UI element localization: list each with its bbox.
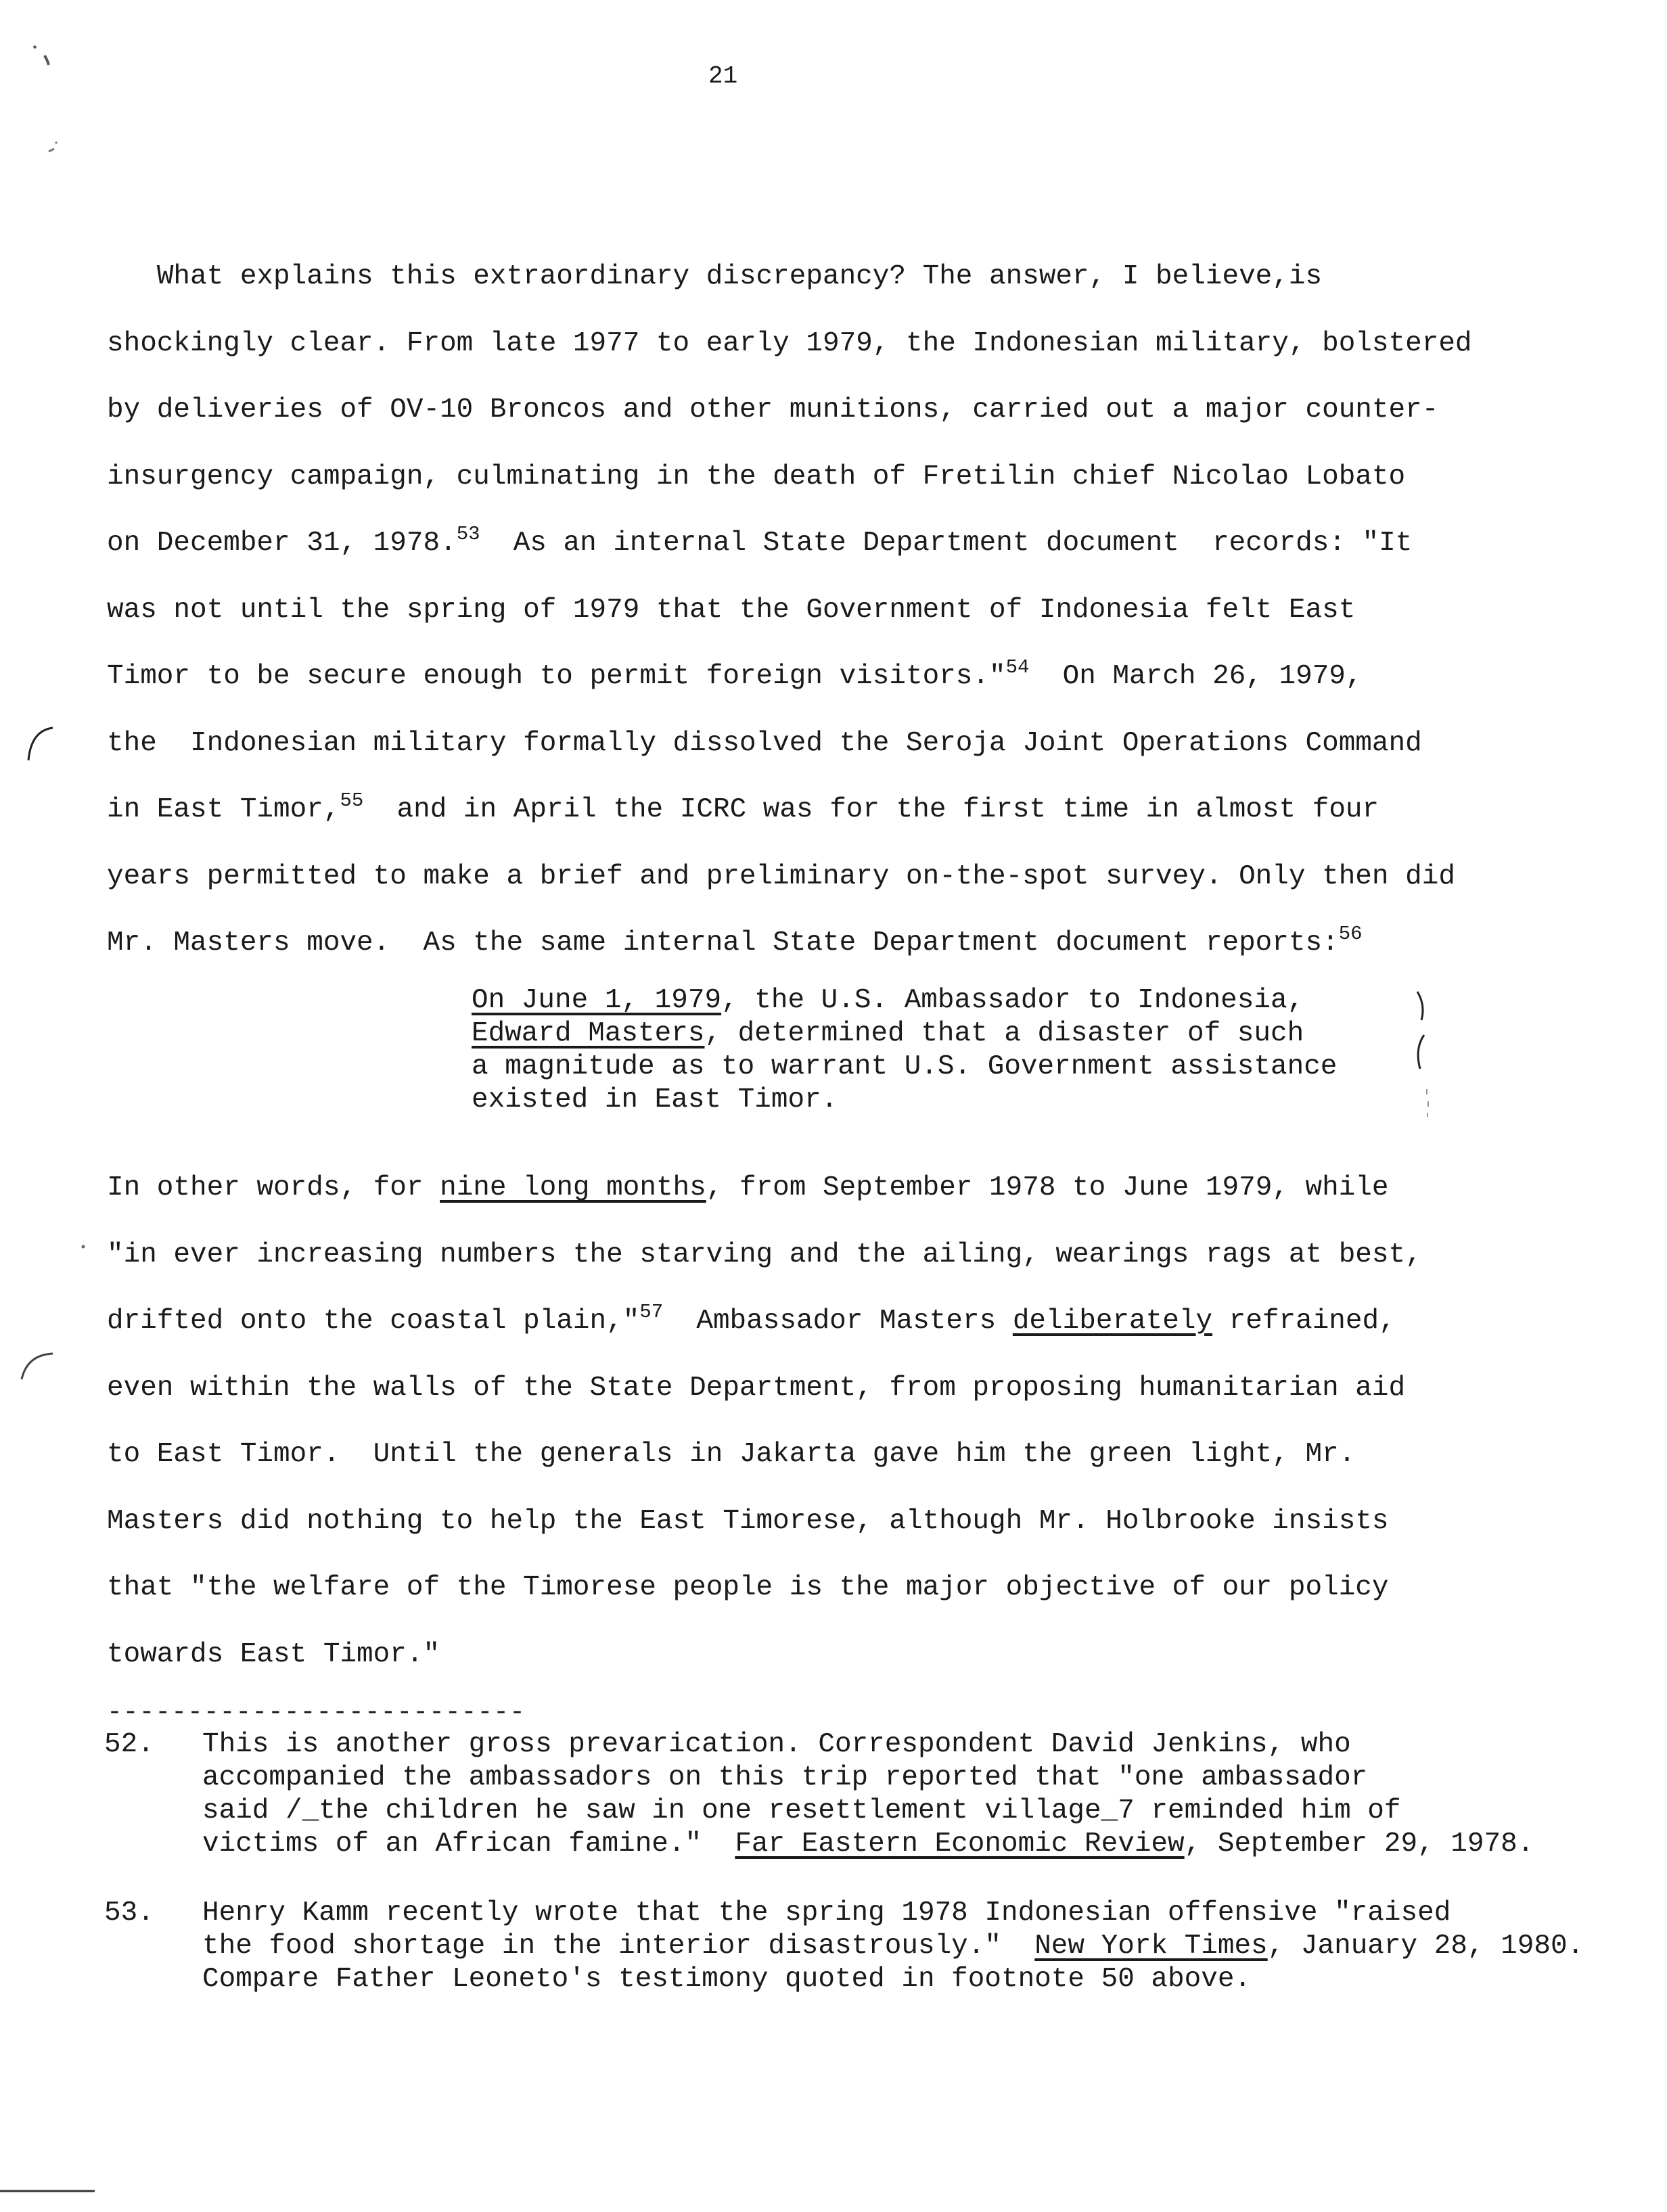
p1-line-8: the Indonesian military formally dissolved the Seroja Joint Operations Command	[107, 727, 1422, 759]
footnote-line-end: , January 28, 1980.	[1267, 1931, 1584, 1962]
p2-line-8: towards East Timor."	[107, 1638, 440, 1670]
bottom-edge-line	[0, 2189, 95, 2193]
footnote-ref-56: 56	[1338, 923, 1363, 945]
quote-line-2: , determined that a disaster of such	[704, 1018, 1304, 1049]
bullet-dot	[80, 1243, 87, 1250]
p2-line-6: Masters did nothing to help the East Timorese, although Mr. Holbrooke insists	[107, 1505, 1389, 1537]
p2-line-3b: Ambassador Masters	[663, 1306, 1013, 1337]
margin-mark-top	[27, 41, 68, 162]
footnote-separator: --------------------------	[107, 1698, 526, 1727]
paragraph-2	[107, 1155, 1521, 1688]
p1-line-7a: Timor to be secure enough to permit foreign visitors."	[107, 661, 1006, 692]
footnote-line: victims of an African famine."	[202, 1828, 735, 1860]
p1-line-10: years permitted to make a brief and preliminary on-the-spot survey. Only then did	[107, 860, 1455, 892]
p1-line-2: shockingly clear. From late 1977 to early 1979, the Indonesian military, bolstered	[107, 327, 1472, 359]
p1-line-7b: On March 26, 1979,	[1029, 661, 1363, 692]
p2-line-3c: refrained,	[1212, 1306, 1396, 1337]
footnote-number: 52.	[104, 1729, 154, 1760]
paragraph-1	[107, 244, 1521, 977]
citation-title: New York Times	[1034, 1931, 1268, 1962]
p2-line-3a: drifted onto the coastal plain,"	[107, 1306, 640, 1337]
p1-line-1: What explains this extraordinary discrepancy? The answer, I believe,is	[156, 261, 1323, 292]
p1-line-5a: on December 31, 1978.	[107, 528, 457, 559]
p2-emphasis-months: nine long months	[440, 1172, 706, 1203]
p1-line-4: insurgency campaign, culminating in the death of Fretilin chief Nicolao Lobato	[107, 461, 1406, 492]
footnote-52	[104, 1728, 1593, 1861]
p2-line-7: that "the welfare of the Timorese people is the major objective of our policy	[107, 1572, 1389, 1603]
quote-date: On June 1, 1979	[472, 985, 722, 1016]
footnote-line: said /_the children he saw in one resettlement village_7 reminded him of	[202, 1795, 1401, 1826]
p1-line-9b: and in April the ICRC was for the first time in almost four	[363, 794, 1379, 825]
p2-line-2: "in ever increasing numbers the starving and the ailing, wearings rags at best,	[107, 1239, 1422, 1270]
footnote-ref-57: 57	[639, 1301, 664, 1323]
footnote-ref-54: 54	[1005, 656, 1030, 678]
footnote-line-end: , September 29, 1978.	[1184, 1828, 1534, 1860]
quote-line-1: , the U.S. Ambassador to Indonesia,	[721, 985, 1304, 1016]
footnote-53	[104, 1897, 1593, 1996]
p2-emphasis-deliberately: deliberately	[1012, 1306, 1213, 1337]
quote-name: Edward Masters	[472, 1018, 705, 1049]
footnote-ref-53: 53	[456, 523, 480, 545]
footnotes	[104, 1728, 1593, 2032]
p2-line-4: even within the walls of the State Department, from proposing humanitarian aid	[107, 1372, 1406, 1404]
margin-bracket-left-1	[24, 724, 58, 764]
p1-line-6: was not until the spring of 1979 that the Government of Indonesia felt East	[107, 594, 1356, 626]
footnote-line: Compare Father Leoneto's testimony quoted in footnote 50 above.	[202, 1964, 1252, 1995]
p2-line-1a: In other words, for	[107, 1172, 440, 1203]
footnote-line: Henry Kamm recently wrote that the spring 1978 Indonesian offensive "raised	[202, 1897, 1451, 1929]
p1-line-9a: in East Timor,	[107, 794, 340, 825]
p1-line-5b: As an internal State Department document records: "It	[480, 528, 1413, 559]
citation-title: Far Eastern Economic Review	[735, 1828, 1185, 1860]
footnote-line: This is another gross prevarication. Correspondent David Jenkins, who	[202, 1729, 1351, 1760]
quote-line-4: existed in East Timor.	[472, 1084, 838, 1115]
margin-bracket-left-2	[19, 1350, 56, 1383]
page-number: 21	[708, 62, 738, 90]
footnote-number: 53.	[104, 1897, 154, 1929]
footnote-line: the food shortage in the interior disastrously."	[202, 1931, 1035, 1962]
quote-line-3: a magnitude as to warrant U.S. Government assistance	[472, 1051, 1338, 1082]
footnote-ref-55: 55	[340, 789, 364, 812]
block-quote	[472, 984, 1419, 1117]
p2-line-1b: , from September 1978 to June 1979, while	[706, 1172, 1389, 1203]
p1-line-11: Mr. Masters move. As the same internal State Department document reports:	[107, 927, 1339, 959]
p1-line-3: by deliveries of OV-10 Broncos and other munitions, carried out a major counter-	[107, 394, 1439, 425]
footnote-line: accompanied the ambassadors on this trip reported that "one ambassador	[202, 1762, 1368, 1793]
p2-line-5: to East Timor. Until the generals in Jakarta gave him the green light, Mr.	[107, 1439, 1356, 1470]
